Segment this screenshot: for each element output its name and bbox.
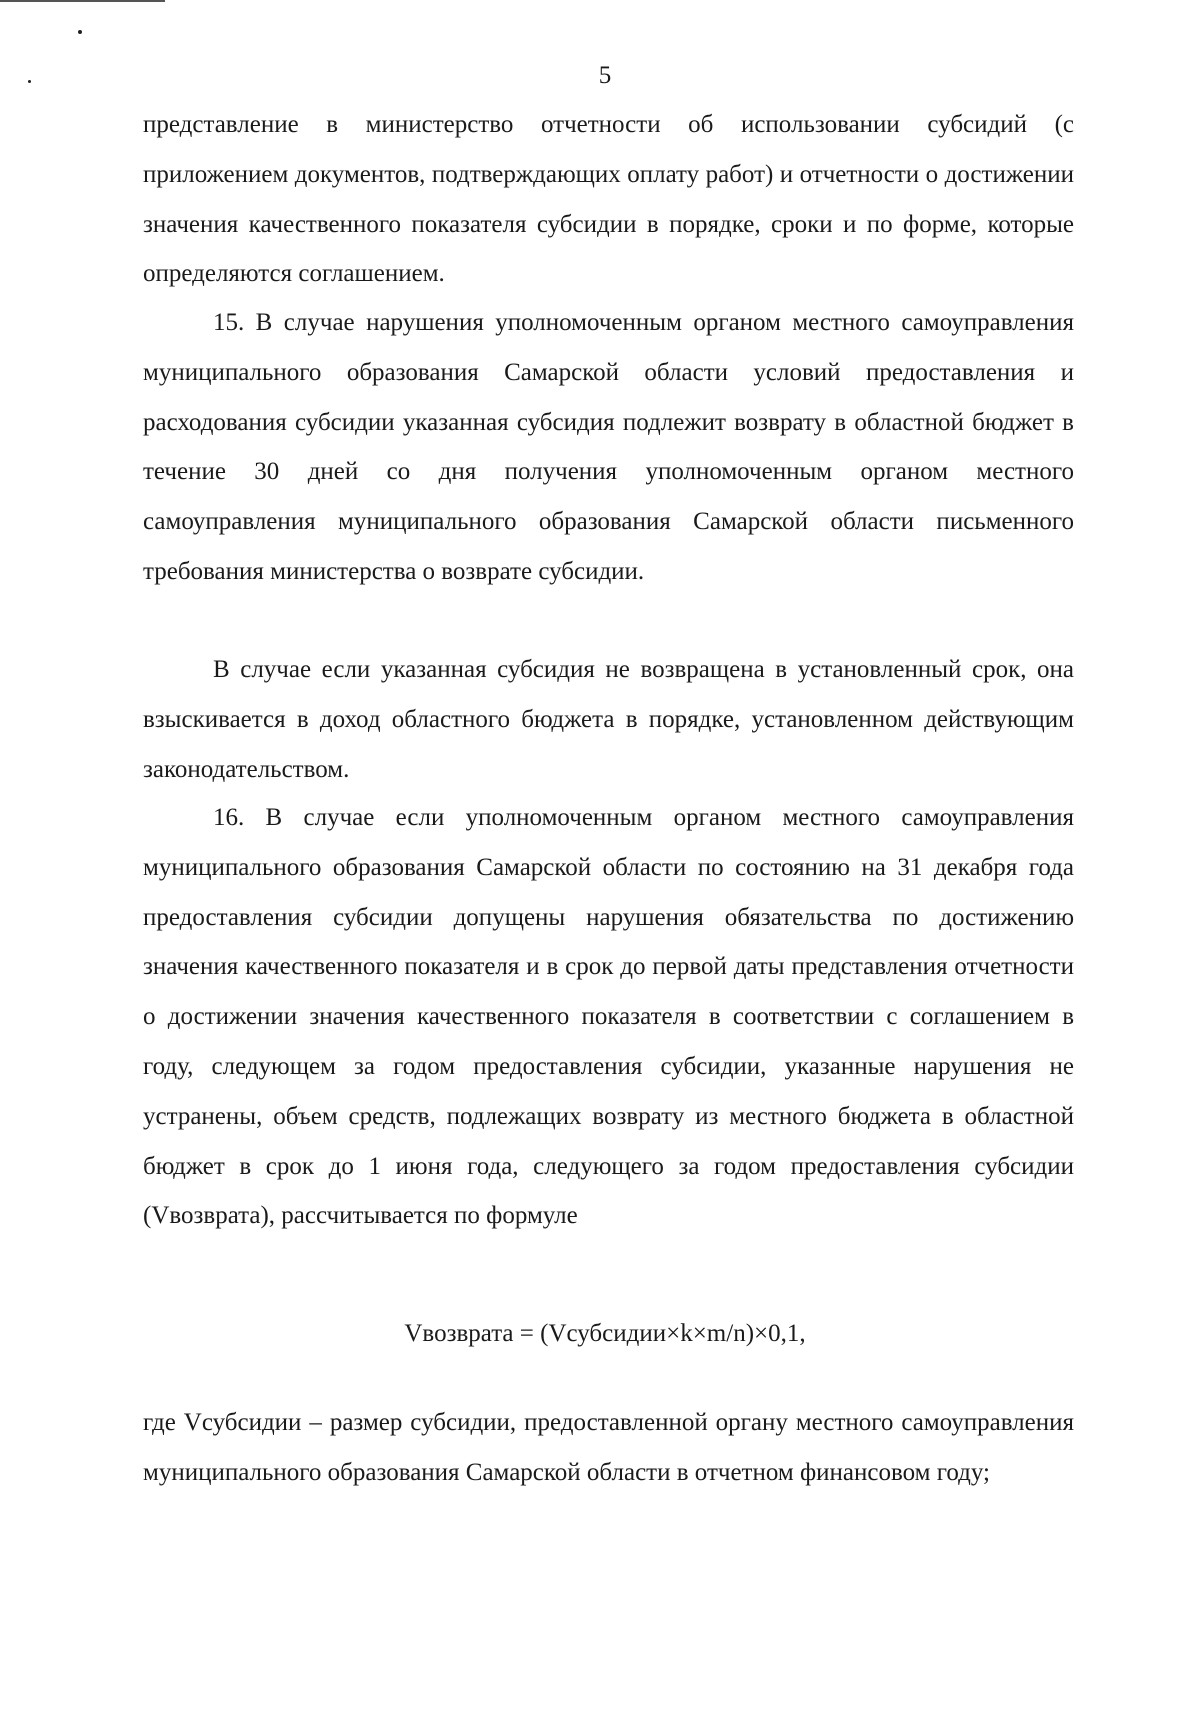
scan-speck <box>78 30 82 34</box>
paragraph-15: 15. В случае нарушения уполномоченным органом местного самоуправления муниципального образования Самарской области условий предоставления и расходования субсидии указанная субсидия подлежит возврату в областной бюджет в течение 30 дней со дня получения уполномоченным органом местного самоуправления муниципального образования Самарской области письменного требования министерства о возврате субсидии. <box>143 309 1074 585</box>
paragraph-continuation: представление в министерство отчетности об использовании субсидий (с приложением документов, подтверждающих оплату работ) и отчетности о достижении значения качественного показателя субсидии в порядке, сроки и по форме, которые определяются соглашением. <box>143 111 1074 288</box>
scan-artifact-line <box>0 0 165 2</box>
page-number: 5 <box>598 62 612 89</box>
paragraph-definition: где Vсубсидии – размер субсидии, предоставленной органу местного самоуправления муниципального образования Самарской области в отчетном финансовом году; <box>143 1409 1074 1486</box>
paragraph-16: 16. В случае если уполномоченным органом местного самоуправления муниципального образования Самарской области по состоянию на 31 декабря года предоставления субсидии допущены нарушения обязательства по достижению значения качественного показателя и в срок до первой даты представления отчетности о достижении значения качественного показателя в соответствии с соглашением в году, следующем за годом предоставления субсидии, указанные нарушения не устранены, объем средств, подлежащих возврату из местного бюджета в областной бюджет в срок до 1 июня года, следующего за годом предоставления субсидии (Vвозврата), рассчитывается по формуле <box>143 804 1074 1230</box>
formula-line: Vвозврата = (Vсубсидии×k×m/n)×0,1, <box>404 1320 806 1347</box>
paragraph-15-return: В случае если указанная субсидия не возвращена в установленный срок, она взыскивается в доход областного бюджета в порядке, установленном действующим законодательством. <box>143 656 1074 783</box>
